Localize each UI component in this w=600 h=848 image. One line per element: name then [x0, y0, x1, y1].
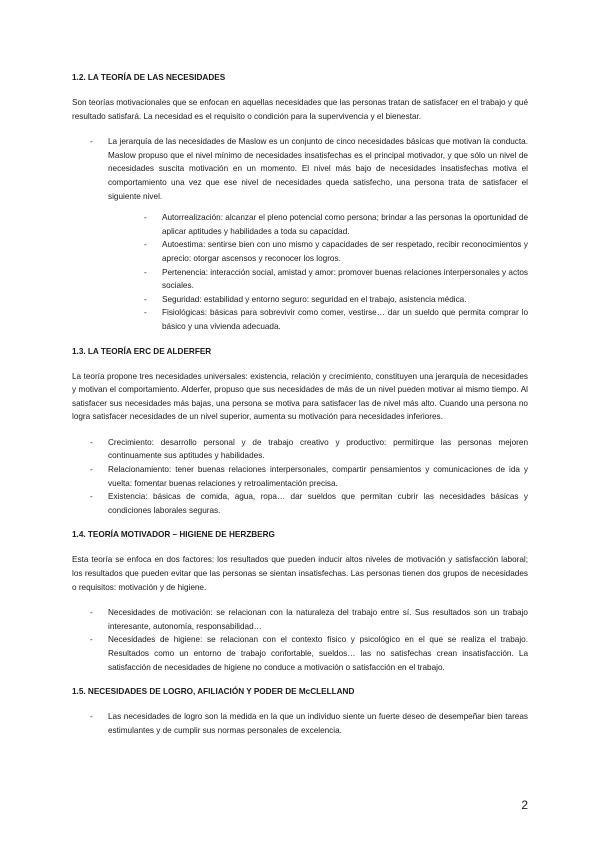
bullet-list [72, 436, 528, 518]
section-heading-herzberg: 1.4. TEORÍA MOTIVADOR – HIGIENE DE HERZBERG [72, 530, 275, 540]
bullet-list [72, 710, 528, 737]
list-item: - Seguridad: estabilidad y entorno seguro: seguridad en el trabajo, asistencia médica. [126, 293, 528, 307]
list-item [72, 135, 528, 333]
section-heading-mcclelland: 1.5. NECESIDADES DE LOGRO, AFILIACIÓN Y PODER DE McCLELLAND [72, 687, 355, 697]
list-item: - Las necesidades de logro son la medida en la que un individuo siente un fuerte deseo de desempeñar bien tareas estimulantes y de cumplir sus normas personales de excelencia. [72, 710, 528, 737]
sub-bullet-list [108, 211, 528, 333]
list-item: - Necesidades de higiene: se relacionan con el contexto físico y psicológico en el que se realiza el trabajo. Resultados como un entorno de trabajo confortable, sueldos… las no satisfechas crean insatisfacción. La satisfacción de necesidades de higiene no conduce a motivación o satisfacción en el trabajo. [72, 633, 528, 674]
page-number: 2 [521, 798, 528, 812]
bullet-list [72, 135, 528, 333]
page-content [72, 72, 528, 749]
list-item: - Relacionamiento: tener buenas relaciones interpersonales, compartir pensamientos y comunicaciones de ida y vuelta: fomentar buenas relaciones y retroalimentación precisa. [72, 463, 528, 490]
list-item: - Autoestima: sentirse bien con uno mismo y capacidades de ser respetado, recibir reconocimientos y aprecio: otorgar ascensos y reconocer los logros. [126, 238, 528, 265]
section-paragraph: Esta teoría se enfoca en dos factores: los resultados que pueden inducir altos niveles de motivación y satisfacción laboral; los resultados que pueden evitar que las personas se sientan insatisfechas. Las personas tienen dos grupos de necesidades o requisitos: motivación y de higiene. [72, 555, 528, 592]
list-item: - Fisiológicas: básicas para sobrevivir como comer, vestirse… dar un sueldo que permita comprar lo básico y una vivienda adecuada. [126, 306, 528, 333]
list-item: - Autorrealización: alcanzar el pleno potencial como persona; brindar a las personas la oportunidad de aplicar aptitudes y habilidades a toda su capacidad. [126, 211, 528, 238]
list-item: - Necesidades de motivación: se relacionan con la naturaleza del trabajo entre sí. Sus resultados son un trabajo interesante, autonomía, responsabilidad… [72, 606, 528, 633]
bullet-list [72, 606, 528, 674]
list-item-text: La jerarquía de las necesidades de Maslow es un conjunto de cinco necesidades básicas que motivan la conducta. Maslow propuso que el nivel mínimo de necesidades insatisfechas es el principal motivador, y que sólo un nivel de necesidades suscita motivación en un momento. El nivel más bajo de necesidades insatisfechas motiva el comportamiento una vez que ese nivel de necesidades queda satisfecho, una persona trata de satisfacer el siguiente nivel. [108, 137, 528, 201]
section-paragraph: La teoría propone tres necesidades universales: existencia, relación y crecimiento, constituyen una jerarquía de necesidades y motivan el comportamiento. Alderfer, propuso que sus necesidades de más de un nivel pueden motivar al mismo tiempo. Al satisfacer sus necesidades más bajas, una persona se motiva para satisfacer las de nivel más alto. Cuando una persona no logra satisfacer necesidades de un nivel superior, aumenta su motivación para necesidades inferiores. [72, 371, 528, 422]
section-heading-erc-theory: 1.3. LA TEORÍA ERC DE ALDERFER [72, 346, 212, 356]
list-item: - Crecimiento: desarrollo personal y de trabajo creativo y productivo: permitirque las personas mejoren continuamente sus aptitudes y habilidades. [72, 436, 528, 463]
section-paragraph: Son teorías motivacionales que se enfocan en aquellas necesidades que las personas tratan de satisfacer en el trabajo y qué resultado satisfará. La necesidad es el requisito o condición para la supervivencia y el bienestar. [72, 98, 528, 121]
list-item: - Existencia: básicas de comida, agua, ropa… dar sueldos que permitan cubrir las necesidades básicas y condiciones laborales seguras. [72, 490, 528, 517]
list-item: - Pertenencia: interacción social, amistad y amor: promover buenas relaciones interpersonales y actos sociales. [126, 266, 528, 293]
section-heading-needs-theory: 1.2. LA TEORÍA DE LAS NECESIDADES [72, 73, 226, 82]
